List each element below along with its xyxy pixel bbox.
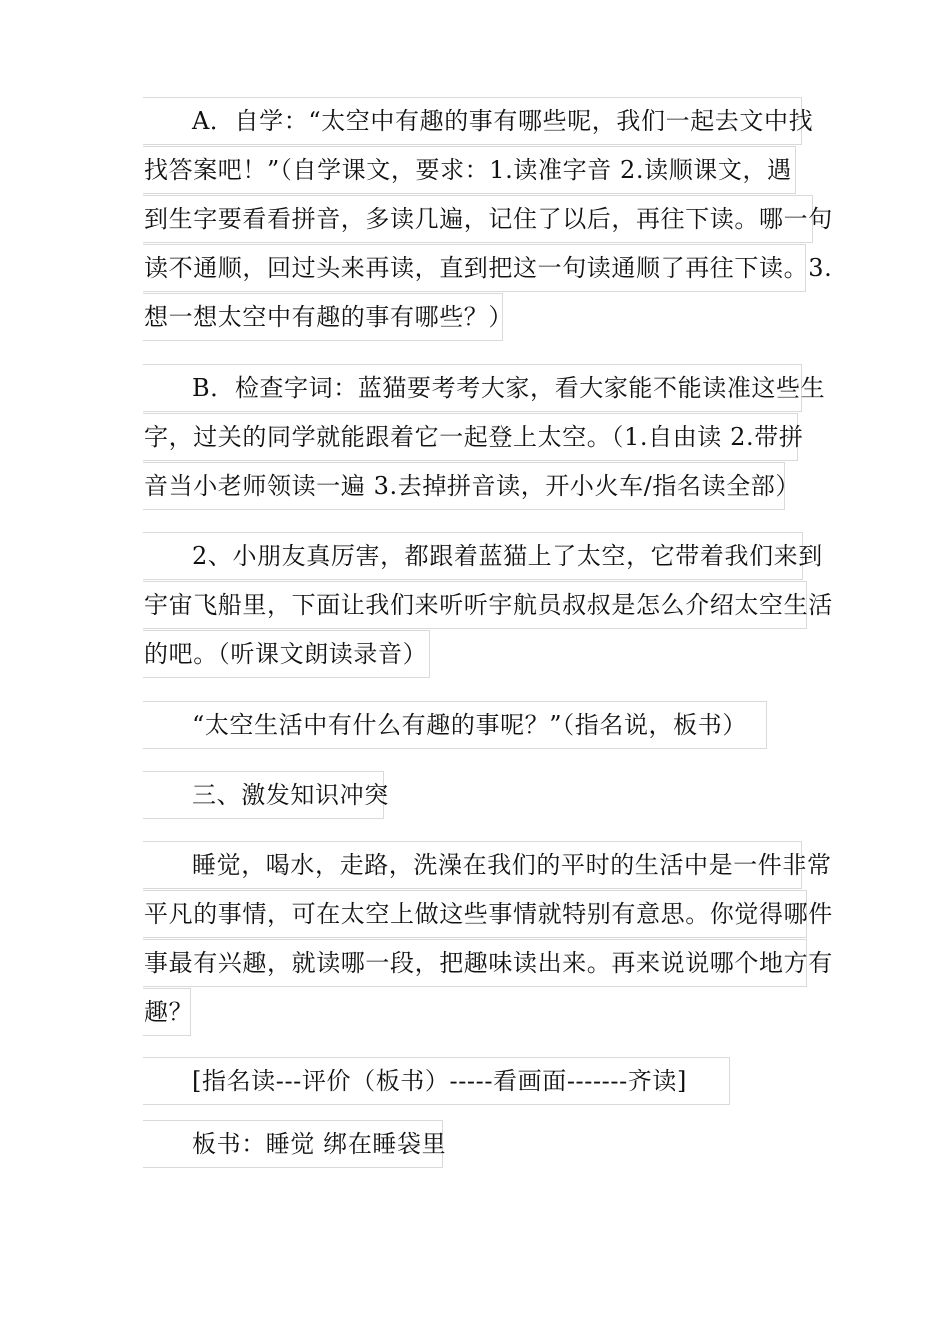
paragraph-self-study-line-2: 找答案吧！”（自学课文，要求：1.读准字音 2.读顺课文，遇 <box>143 146 796 194</box>
board-note-line: 板书：睡觉 绑在睡袋里 <box>143 1120 443 1168</box>
paragraph-question-line-1: “太空生活中有什么有趣的事呢？”（指名说，板书） <box>143 701 767 749</box>
paragraph-self-study-line-4: 读不通顺，回过头来再读，直到把这一句读通顺了再往下读。3. <box>143 244 806 292</box>
paragraph-self-study-line-1: A．自学：“太空中有趣的事有哪些呢，我们一起去文中找 <box>143 97 802 145</box>
paragraph-check-words-line-1: B．检查字词：蓝猫要考考大家，看大家能不能读准这些生 <box>143 364 802 412</box>
paragraph-self-study-line-5: 想一想太空中有趣的事有哪些？） <box>143 293 503 341</box>
paragraph-listen-line-2: 宇宙飞船里，下面让我们来听听宇航员叔叔是怎么介绍太空生活 <box>143 581 807 629</box>
reading-steps-line: [指名读---评价（板书）-----看画面-------齐读] <box>143 1057 730 1105</box>
paragraph-daily-life-line-2: 平凡的事情，可在太空上做这些事情就特别有意思。你觉得哪件 <box>143 890 807 938</box>
paragraph-self-study-line-3: 到生字要看看拼音，多读几遍，记住了以后，再往下读。哪一句 <box>143 195 813 243</box>
paragraph-daily-life-line-1: 睡觉，喝水，走路，洗澡在我们的平时的生活中是一件非常 <box>143 841 802 889</box>
paragraph-daily-life-line-3: 事最有兴趣，就读哪一段，把趣味读出来。再来说说哪个地方有 <box>143 939 807 987</box>
paragraph-listen-line-1: 2、小朋友真厉害，都跟着蓝猫上了太空，它带着我们来到 <box>143 532 803 580</box>
section-three-heading: 三、激发知识冲突 <box>143 771 384 819</box>
paragraph-daily-life-line-4: 趣？ <box>143 988 191 1036</box>
paragraph-check-words-line-2: 字，过关的同学就能跟着它一起登上太空。（1.自由读 2.带拼 <box>143 413 798 461</box>
paragraph-check-words-line-3: 音当小老师领读一遍 3.去掉拼音读，开小火车/指名读全部） <box>143 462 785 510</box>
paragraph-listen-line-3: 的吧。（听课文朗读录音） <box>143 630 430 678</box>
